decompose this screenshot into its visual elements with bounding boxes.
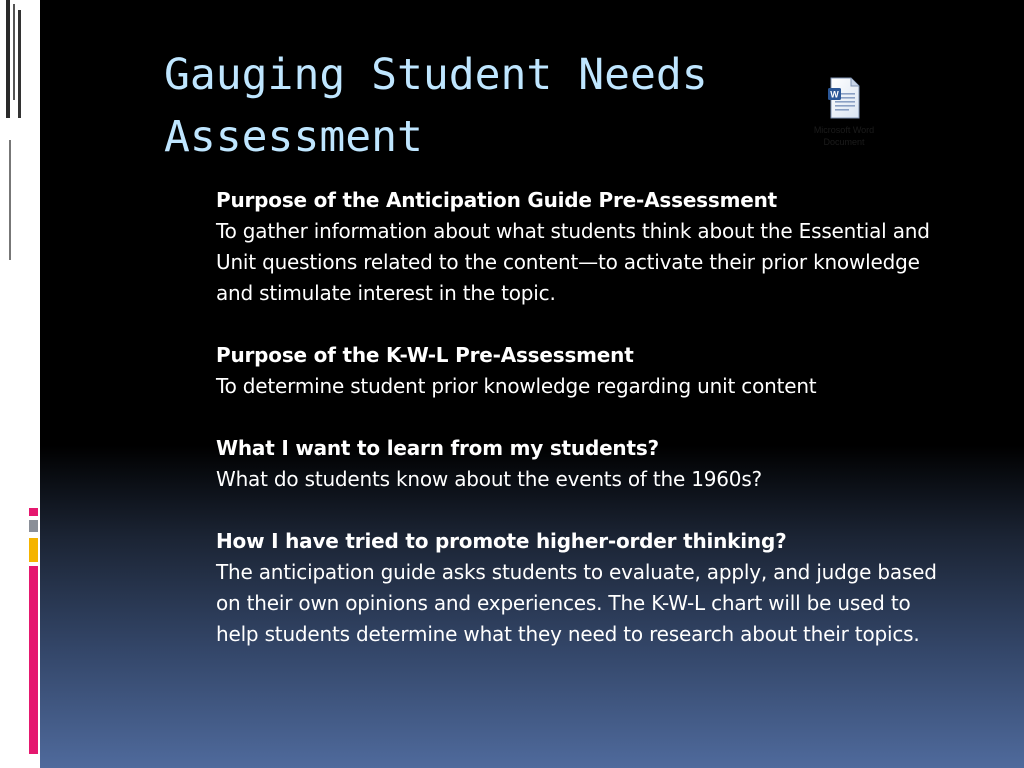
- slide-title: Gauging Student Needs Assessment: [164, 50, 708, 162]
- accent-bar-pink: [29, 508, 38, 516]
- section-text: The anticipation guide asks students to evaluate, apply, and judge based on their own opinions and experiences. The K-W-L chart will be used to help students determine what they need to research about their topics.: [216, 560, 937, 646]
- decorative-bar: [18, 10, 21, 118]
- section-text: What do students know about the events of the 1960s?: [216, 467, 762, 491]
- slide-body: [216, 185, 956, 681]
- section-heading: What I want to learn from my students?: [216, 436, 659, 460]
- section-anticipation-guide: [216, 185, 956, 309]
- section-higher-order-thinking: [216, 526, 956, 650]
- section-kwl: [216, 340, 956, 402]
- section-heading: How I have tried to promote higher-order thinking?: [216, 529, 787, 553]
- left-decorative-strip: [0, 0, 40, 768]
- decorative-bar: [13, 4, 15, 100]
- section-text: To gather information about what students think about the Essential and Unit questions related to the content—to activate their prior knowledge and stimulate interest in the topic.: [216, 219, 930, 305]
- decorative-bar: [6, 0, 10, 118]
- embedded-document[interactable]: [796, 76, 892, 166]
- accent-bar-pink-long: [29, 566, 38, 754]
- embedded-document-caption: Microsoft Word Document: [813, 125, 875, 147]
- section-heading: Purpose of the K-W-L Pre-Assessment: [216, 343, 634, 367]
- svg-text:W: W: [830, 89, 839, 100]
- word-document-icon: [827, 76, 861, 120]
- section-learn-from-students: [216, 433, 956, 495]
- accent-bar-gold: [29, 538, 38, 562]
- accent-bar-gray: [29, 520, 38, 532]
- section-heading: Purpose of the Anticipation Guide Pre-Assessment: [216, 188, 777, 212]
- decorative-bar: [9, 140, 11, 260]
- section-text: To determine student prior knowledge regarding unit content: [216, 374, 817, 398]
